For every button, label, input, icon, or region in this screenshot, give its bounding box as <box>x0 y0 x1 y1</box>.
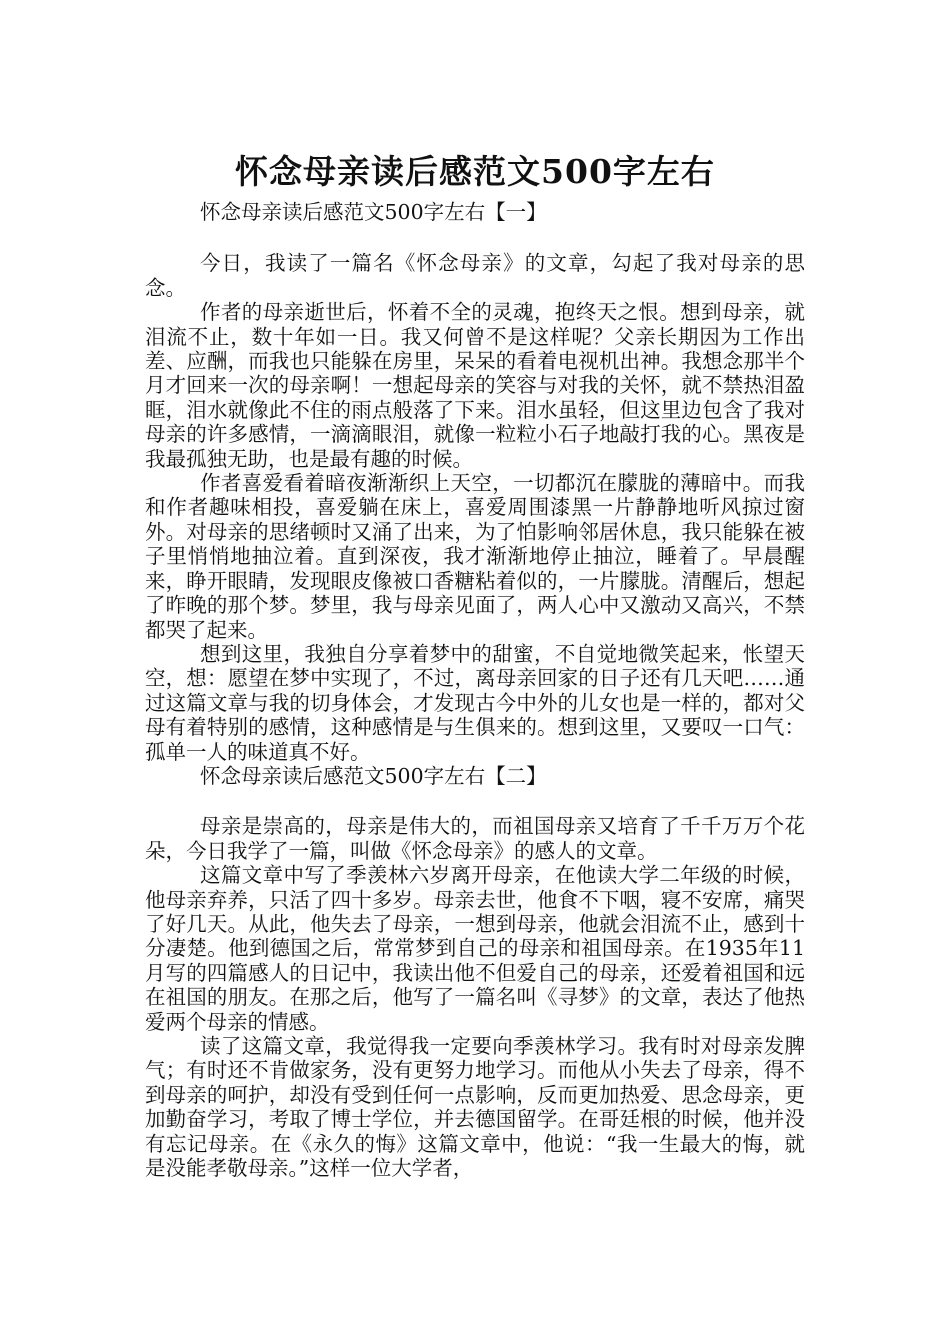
blank-line <box>145 224 805 251</box>
document-title: 怀念母亲读后感范文500字左右 <box>235 152 715 192</box>
paragraph: 作者喜爱看着暗夜渐渐织上天空，一切都沉在朦胧的薄暗中。而我和作者趣味相投，喜爱躺在床上，喜爱周围漆黑一片静静地听风掠过窗外。对母亲的思绪顿时又涌了出来，为了怕影响邻居休息，我只能躲在被子里悄悄地抽泣着。直到深夜，我才渐渐地停止抽泣，睡着了。早晨醒来，睁开眼睛，发现眼皮像被口香糖粘着似的，一片朦胧。清醒后，想起了昨晚的那个梦。梦里，我与母亲见面了，两人心中又激动又高兴，不禁都哭了起来。 <box>145 471 805 642</box>
section-heading-2: 怀念母亲读后感范文500字左右【二】 <box>200 763 547 788</box>
paragraph: 母亲是崇高的，母亲是伟大的，而祖国母亲又培育了千千万万个花朵，今日我学了一篇，叫做《怀念母亲》的感人的文章。 <box>145 814 805 863</box>
paragraph: 这篇文章中写了季羡林六岁离开母亲，在他读大学二年级的时候，他母亲弃养，只活了四十多岁。母亲去世，他食不下咽，寝不安席，痛哭了好几天。从此，他失去了母亲，一想到母亲，他就会泪流不止，感到十分凄楚。他到德国之后，常常梦到自己的母亲和祖国母亲。在1935年11月写的四篇感人的日记中，我读出他不但爱自己的母亲，还爱着祖国和远在祖国的朋友。在那之后，他写了一篇名叫《寻梦》的文章，表达了他热爱两个母亲的情感。 <box>145 863 805 1034</box>
paragraph: 想到这里，我独自分享着梦中的甜蜜，不自觉地微笑起来，怅望天空，想：愿望在梦中实现了，不过，离母亲回家的日子还有几天吧……通过这篇文章与我的切身体会，才发现古今中外的儿女也是一样的，都对父母有着特别的感情，这种感情是与生俱来的。想到这里，又要叹一口气：孤单一人的味道真不好。 <box>145 641 805 764</box>
paragraph: 作者的母亲逝世后，怀着不全的灵魂，抱终天之恨。想到母亲，就泪流不止，数十年如一日。我又何曾不是这样呢？父亲长期因为工作出差、应酬，而我也只能躲在房里，呆呆的看着电视机出神。我想念那半个月才回来一次的母亲啊！一想起母亲的笑容与对我的关怀，就不禁热泪盈眶，泪水就像此不住的雨点般落了下来。泪水虽轻，但这里边包含了我对母亲的许多感情，一滴滴眼泪，就像一粒粒小石子地敲打我的心。黑夜是我最孤独无助，也是最有趣的时候。 <box>145 300 805 471</box>
paragraph: 今日，我读了一篇名《怀念母亲》的文章，勾起了我对母亲的思念。 <box>145 251 805 300</box>
document-body <box>145 200 805 1180</box>
paragraph: 读了这篇文章，我觉得我一定要向季羡林学习。我有时对母亲发脾气；有时还不肯做家务，没有更努力地学习。而他从小失去了母亲，得不到母亲的呵护，却没有受到任何一点影响，反而更加热爱、思念母亲，更加勤奋学习，考取了博士学位，并去德国留学。在哥廷根的时候，他并没有忘记母亲。在《永久的悔》这篇文章中，他说：“我一生最大的悔，就是没能孝敬母亲。”这样一位大学者， <box>145 1034 805 1181</box>
blank-line <box>145 788 805 814</box>
section-heading-1: 怀念母亲读后感范文500字左右【一】 <box>200 200 547 224</box>
